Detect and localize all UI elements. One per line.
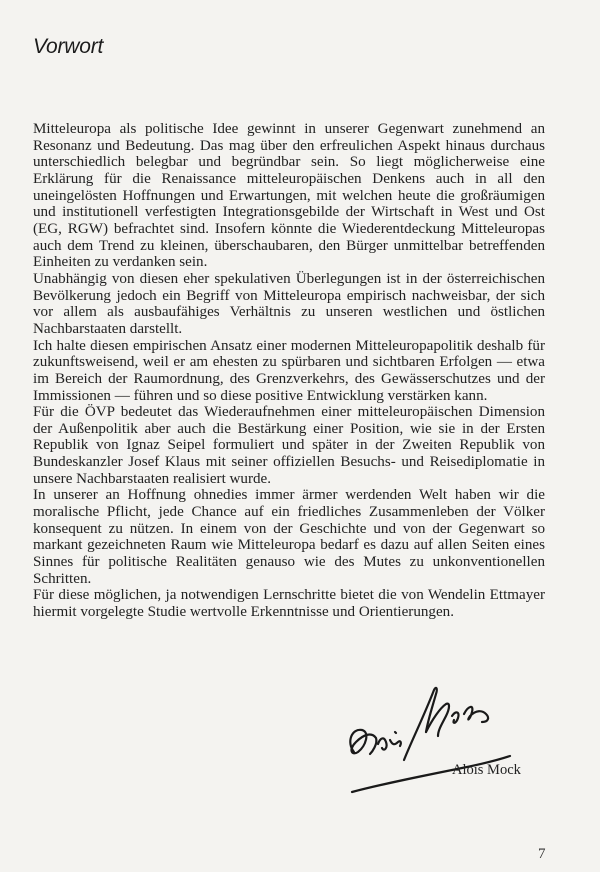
paragraph-3: Ich halte diesen empirischen Ansatz einer modernen Mitteleuropapolitik deshalb für zukunftsweisend, weil er am ehesten zu spürbaren und sichtbaren Erfolgen — etwa im Bereich der Raumordnung, des Grenzverkehrs, des Gewässerschutzes und der Immissionen — führen und so diese positive Entwicklung verstärken kann. [33,337,545,404]
page-number: 7 [538,846,546,862]
paragraph-2: Unabhängig von diesen eher spekulativen Überlegungen ist in der österreichischen Bevölkerung jedoch ein Begriff von Mitteleuropa empirisch nachweisbar, der sich vor allem als ausbaufähiges Verhältnis zu unseren westlichen und östlichen Nachbarstaaten darstellt. [33,270,545,337]
signature-name: Alois Mock [452,762,521,778]
handwritten-signature [342,680,517,800]
paragraph-4: Für die ÖVP bedeutet das Wiederaufnehmen einer mitteleuropäischen Dimension der Außenpolitik aber auch die Bestärkung einer Position, wie sie in der Ersten Republik von Ignaz Seipel formuliert und später in der Zweiten Republik von Bundeskanzler Josef Klaus mit seiner offiziellen Besuchs- und Reisediplomatie in unsere Nachbarstaaten realisiert wurde. [33,404,545,487]
paragraph-1: Mitteleuropa als politische Idee gewinnt in unserer Gegenwart zunehmend an Resonanz und Bedeutung. Das mag über den erfreulichen Aspekt hinaus durchaus unterschiedlich belegbar und begründbar sein. So liegt möglicherweise eine Erklärung für die Renaissance mitteleuropäischen Denkens auch in all den uneingelösten Hoffnungen und Erwartungen, mit welchen heute die großräumigen und institutionell verfestigten Integrationsgebilde der Wirtschaft in West und Ost (EG, RGW) befrachtet sind. Insofern könnte die Wiederentdeckung Mitteleuropas auch dem Trend zu kleinen, überschaubaren, den Bürger unmittelbar betreffenden Einheiten zu verdanken sein. [33,121,545,271]
page-heading: Vorwort [33,35,104,58]
paragraph-5: In unserer an Hoffnung ohnedies immer ärmer werdenden Welt haben wir die moralische Pflicht, jede Chance auf ein friedliches Zusammenleben der Völker konsequent zu nützen. In einem von der Geschichte und von der Gegenwart so markant gezeichneten Raum wie Mitteleuropa bedarf es dazu auf allen Seiten eines Sinnes für politische Realitäten genauso wie des Mutes zu unkonventionellen Schritten. [33,487,545,587]
paragraph-6: Für diese möglichen, ja notwendigen Lernschritte bietet die von Wendelin Ettmayer hiermit vorgelegte Studie wertvolle Erkenntnisse und Orientierungen. [33,587,545,621]
body-text [33,121,545,621]
